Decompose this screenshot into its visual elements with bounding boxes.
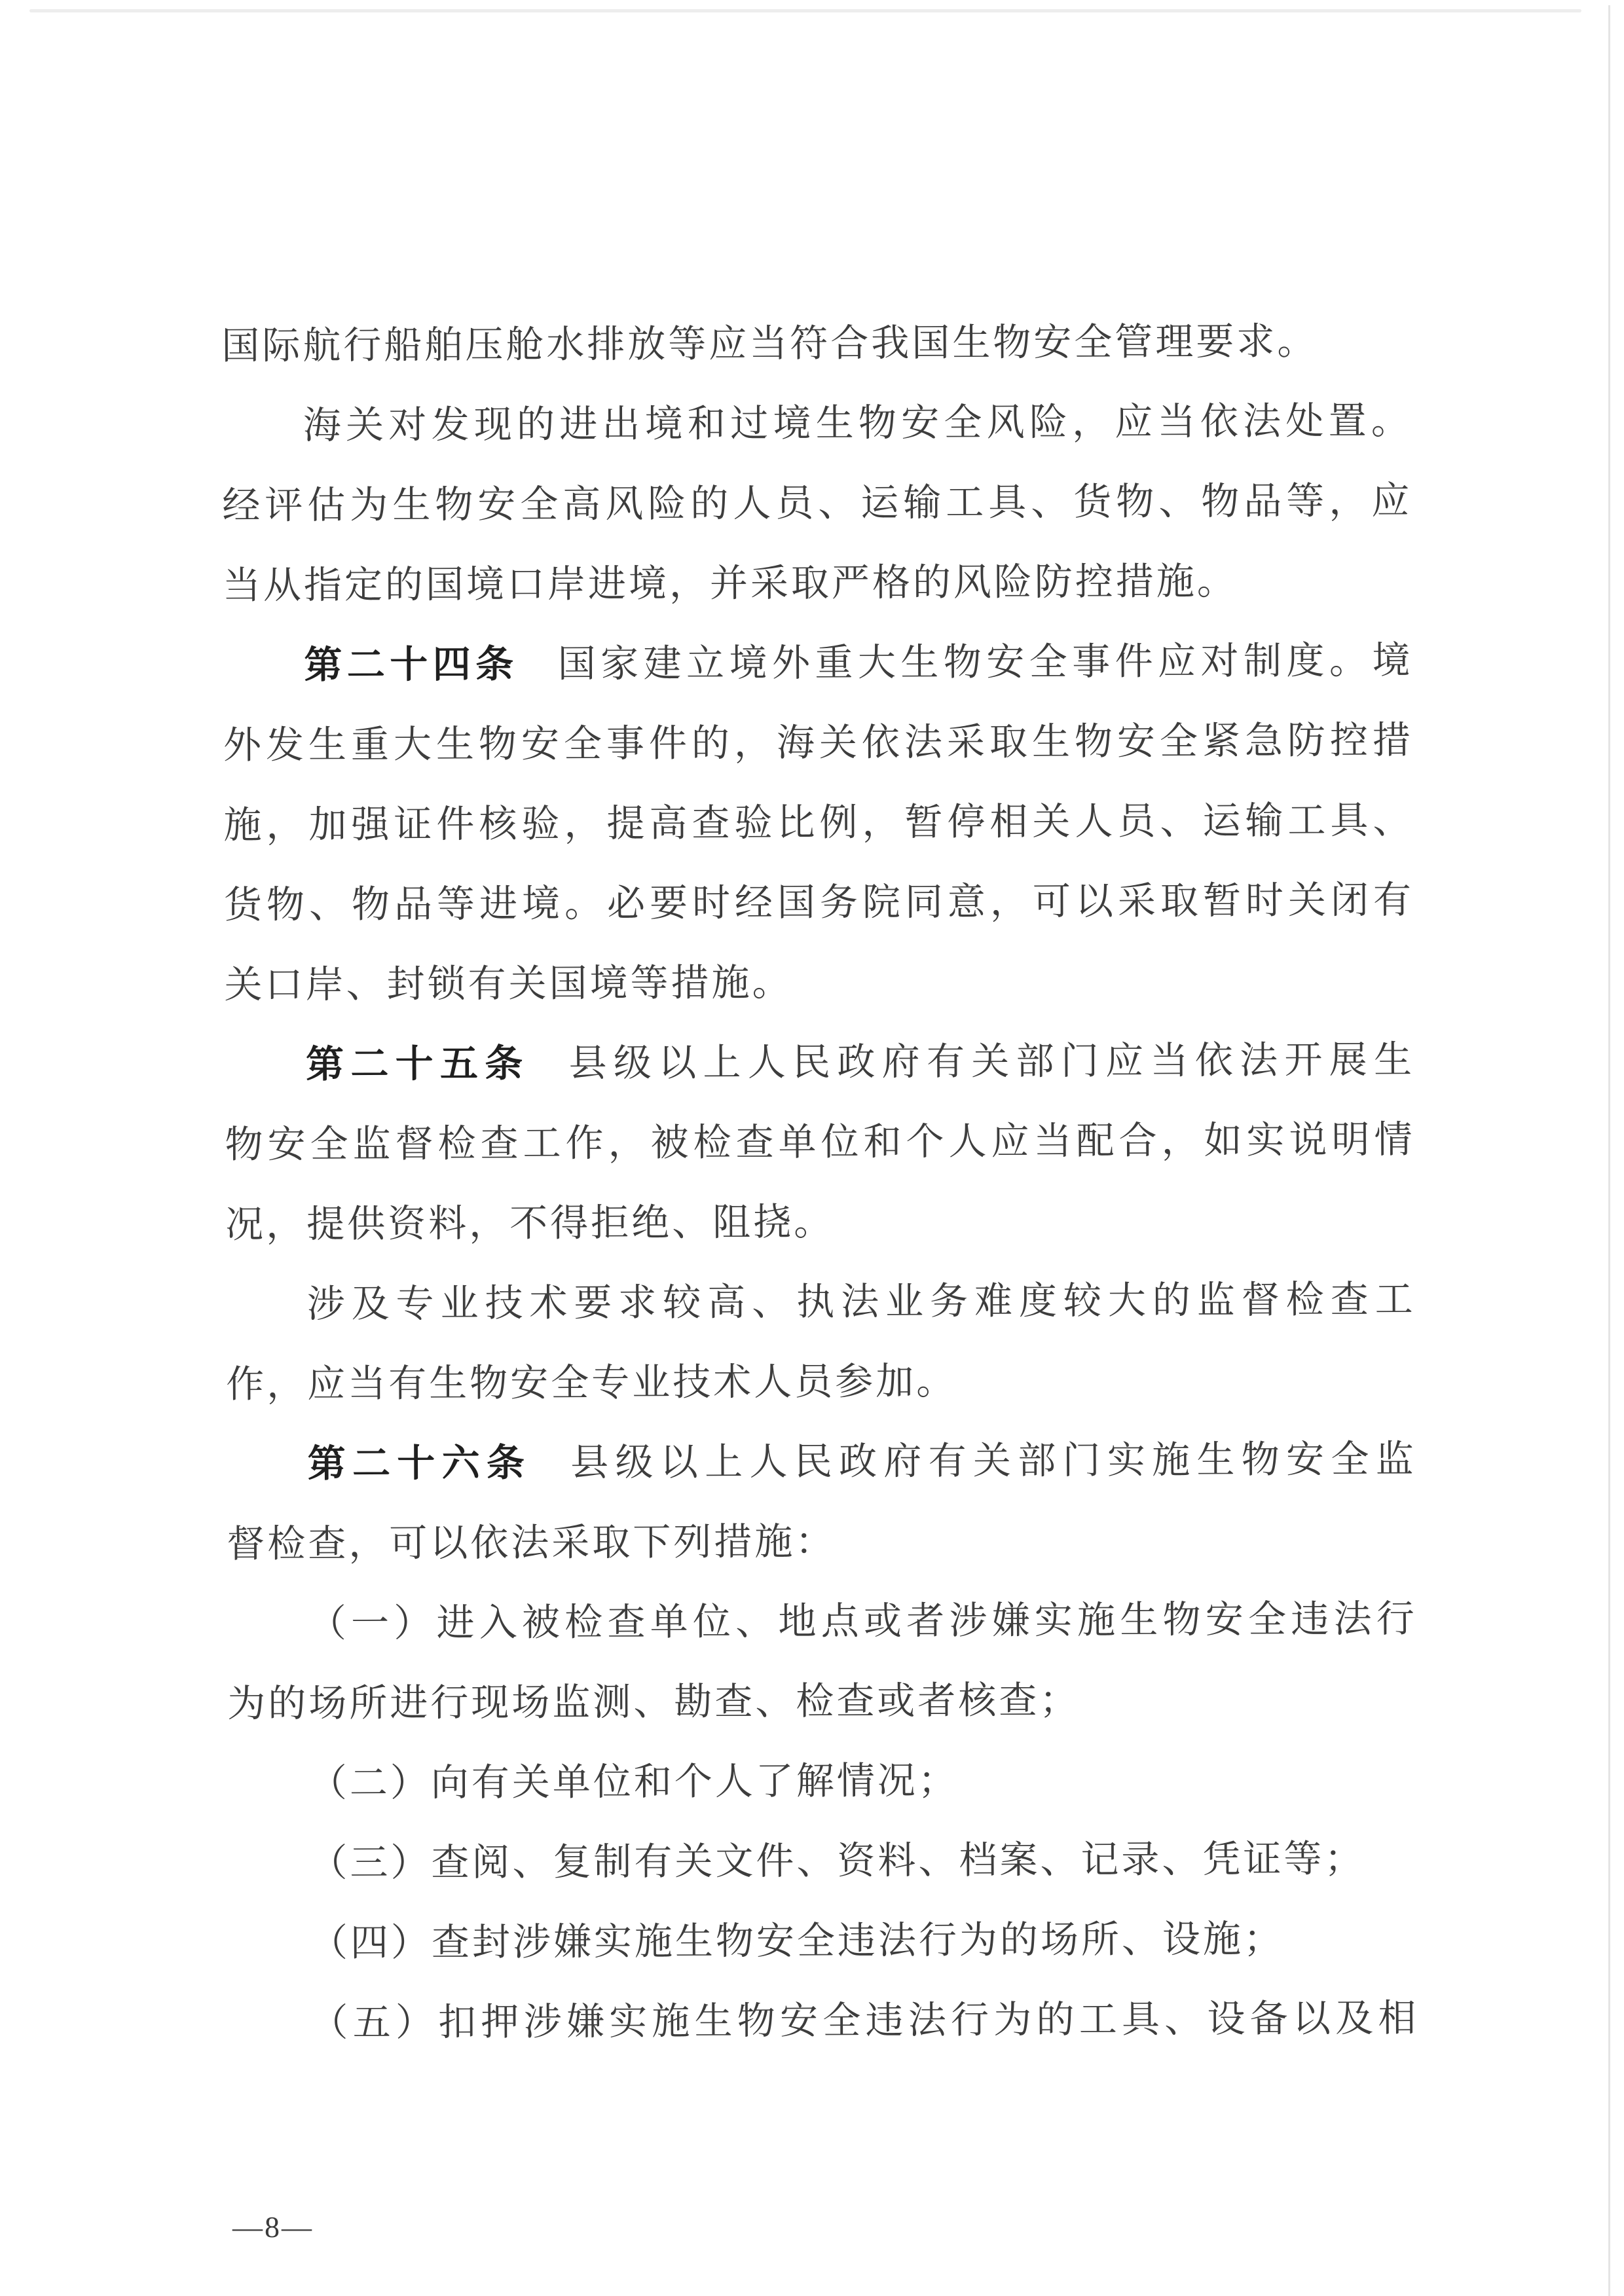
text-line — [229, 1899, 1419, 1984]
line-text: （五）扣押涉嫌实施生物安全违法行为的工具、设备以及相 — [310, 1997, 1419, 2045]
scan-edge-right-line — [1608, 5, 1610, 2296]
text-line — [223, 701, 1414, 786]
text-line — [227, 1499, 1417, 1584]
article-number-heading: 第二十五条 — [305, 1042, 530, 1086]
article-number-heading: 第二十四条 — [304, 643, 519, 687]
text-line — [222, 461, 1412, 546]
line-text: 为的场所进行现场监测、勘查、检查或者核查； — [227, 1679, 1080, 1725]
text-line — [227, 1659, 1418, 1744]
article-number-heading: 第二十六条 — [307, 1441, 532, 1485]
line-text: （四）查封涉嫌实施生物安全违法行为的场所、设施； — [309, 1917, 1285, 1965]
text-line — [226, 1339, 1416, 1425]
text-line — [223, 541, 1413, 626]
text-line — [227, 1579, 1418, 1664]
line-text: 货物、物品等进境。必要时经国务院同意，可以采取暂时关闭有 — [223, 879, 1414, 926]
text-line — [223, 621, 1413, 706]
line-text: （二）向有关单位和个人了解情况； — [308, 1759, 959, 1805]
line-text: 县级以上人民政府有关部门应当依法开展生 — [568, 1038, 1415, 1085]
scan-edge-top-line — [29, 9, 1581, 12]
line-text: （三）查阅、复制有关文件、资料、档案、记录、凭证等； — [309, 1837, 1365, 1885]
line-text: 施，加强证件核验，提高查验比例，暂停相关人员、运输工具、 — [223, 799, 1414, 847]
text-line — [225, 1020, 1415, 1105]
line-text: 国家建立境外重大生物安全事件应对制度。境 — [557, 639, 1413, 685]
text-line — [222, 381, 1412, 466]
text-line — [223, 780, 1414, 866]
line-text: 经评估为生物安全高风险的人员、运输工具、货物、物品等，应 — [222, 479, 1412, 527]
line-text: 涉及专业技术要求较高、执法业务难度较大的监督检查工 — [306, 1278, 1416, 1326]
text-line — [226, 1419, 1416, 1504]
text-line — [221, 301, 1412, 386]
text-line — [229, 1978, 1419, 2064]
text-line — [225, 1260, 1416, 1345]
line-text: 督检查，可以依法采取下列措施： — [227, 1520, 836, 1565]
line-text: 外发生重大生物安全事件的，海关依法采取生物安全紧急防控措 — [223, 719, 1414, 767]
line-text: 当从指定的国境口岸进境，并采取严格的风险防控措施。 — [222, 560, 1238, 607]
text-line — [224, 940, 1414, 1025]
text-line — [228, 1819, 1418, 1904]
line-text: 物安全监督检查工作，被检查单位和个人应当配合，如实说明情 — [225, 1118, 1415, 1166]
line-text: 关口岸、封锁有关国境等措施。 — [224, 961, 793, 1006]
line-text: （一）进入被检查单位、地点或者涉嫌实施生物安全违法行 — [308, 1597, 1417, 1645]
line-text: 海关对发现的进出境和过境生物安全风险，应当依法处置。 — [303, 399, 1412, 447]
page-number: —8— — [232, 2210, 314, 2244]
line-text: 作，应当有生物安全专业技术人员参加。 — [226, 1360, 957, 1406]
text-line — [225, 1180, 1416, 1265]
text-line — [228, 1739, 1418, 1824]
line-text: 况，提供资料，不得拒绝、阻挠。 — [225, 1200, 835, 1246]
line-text: 县级以上人民政府有关部门实施生物安全监 — [570, 1438, 1416, 1484]
text-line — [224, 860, 1414, 945]
text-line — [225, 1100, 1415, 1185]
line-text: 国际航行船舶压舱水排放等应当符合我国生物安全管理要求。 — [221, 319, 1318, 367]
document-body — [221, 301, 1419, 2064]
